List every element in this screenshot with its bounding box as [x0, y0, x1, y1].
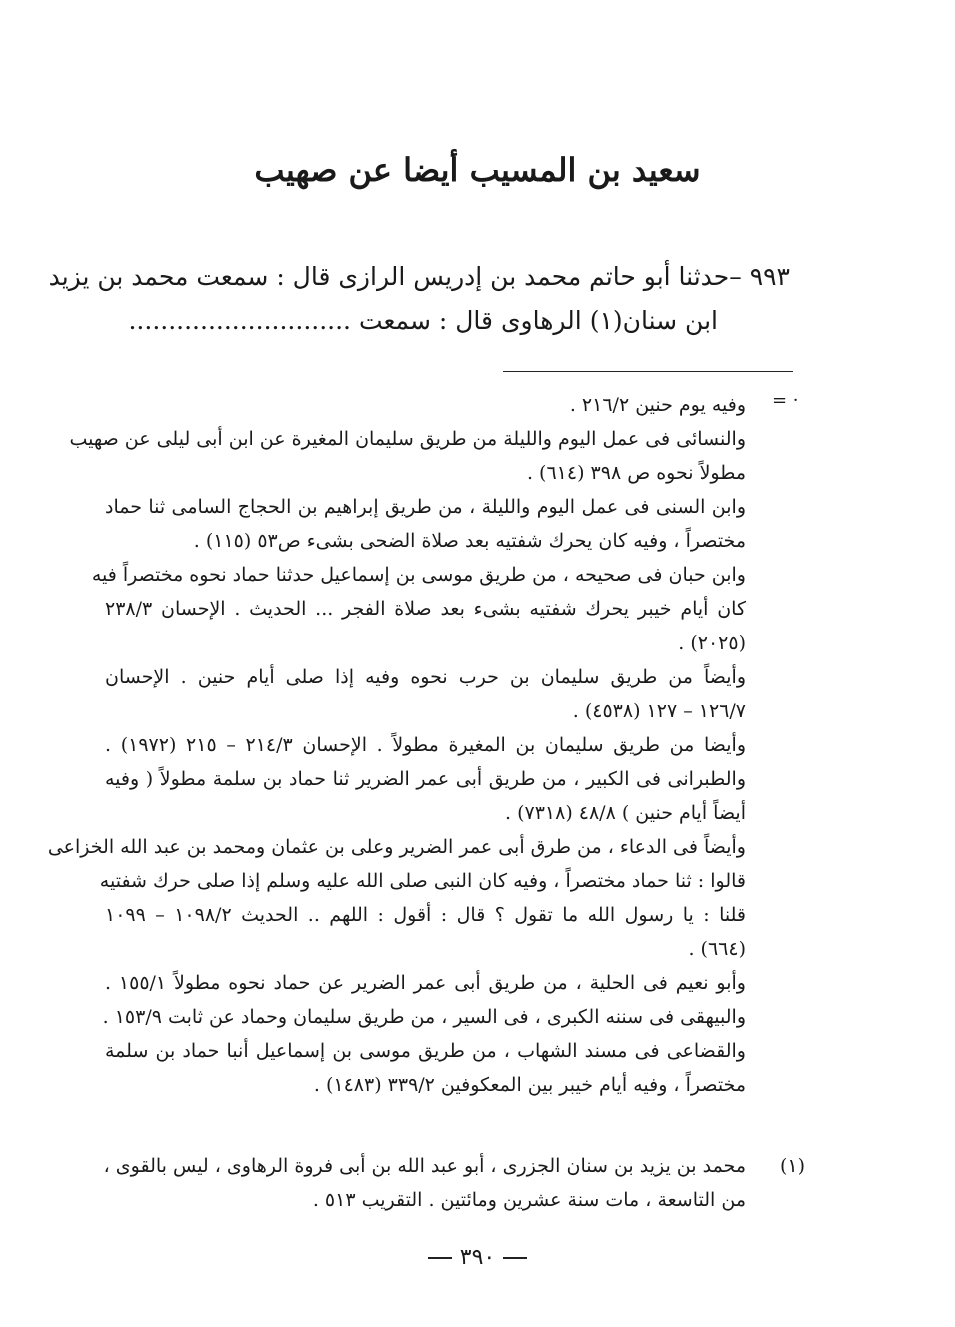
note-line: قالوا : ثنا حماد مختصراً ، وفيه كان النبى صلى الله عليه وسلم إذا صلى حرك شفتيه	[99, 870, 746, 892]
note-line: وأبو نعيم فى الحلية ، من طريق أبى عمر الضرير عن حماد نحوه مطولاً ١٥٥/١ .	[105, 972, 746, 994]
note-line: وأيضاً فى الدعاء ، من طرق أبى عمر الضرير وعلى بن عثمان ومحمد بن عبد الله الخزاعى	[47, 836, 746, 858]
footnote-line: محمد بن يزيد بن سنان الجزرى ، أبو عبد الله بن أبى فروة الرهاوى ، ليس بالقوى ،	[103, 1155, 746, 1177]
footnote-number: (١)	[779, 1155, 805, 1177]
page-number-dash	[503, 1257, 527, 1259]
note-line: مختصراً ، وفيه أيام خيبر بين المعكوفين ٣٣٩/٢ (١٤٨٣) .	[313, 1074, 746, 1096]
note-line: والبيهقى فى سننه الكبرى ، فى السير ، من طريق سليمان وحماد عن ثابت ١٥٣/٩ .	[102, 1006, 746, 1028]
hadith-line: ٩٩٣ –حدثنا أبو حاتم محمد بن إدريس الرازى قال : سمعت محمد بن يزيد	[48, 262, 790, 291]
footnote-separator	[503, 371, 793, 372]
continuation-marker: = ·	[772, 390, 799, 411]
footnote-1	[105, 1149, 805, 1217]
note-line: مطولاً نحوه ص ٣٩٨ (٦١٤) .	[526, 462, 746, 484]
note-line: وابن السنى فى عمل اليوم والليلة ، من طريق إبراهيم بن الحجاج السامى ثنا حماد	[105, 496, 746, 518]
note-line: وفيه يوم حنين ٢١٦/٢ .	[569, 394, 746, 416]
hadith-line: ابن سنان(١) الرهاوى قال : سمعت ............................	[128, 306, 718, 335]
page-number	[0, 1245, 955, 1270]
note-line: وأيضا من طريق سليمان بن المغيرة مطولاً . الإحسان ٢١٤/٣ – ٢١٥ (١٩٧٢) .	[105, 734, 746, 756]
footnote-continuation	[47, 388, 746, 1102]
note-line: وابن حبان فى صحيحه ، من طريق موسى بن إسماعيل حدثنا حماد نحوه مختصراً فيه	[91, 564, 746, 586]
footnote-line: من التاسعة ، مات سنة عشرين ومائتين . التقريب ٥١٣ .	[312, 1189, 746, 1211]
note-line: (٦٦٤) .	[688, 938, 746, 960]
page-title: سعيد بن المسيب أيضا عن صهيب	[254, 151, 701, 189]
note-line: كان أيام خيبر يحرك شفتيه بشىء بعد صلاة الفجر ... الحديث . الإحسان ٢٣٨/٣	[105, 598, 746, 620]
note-line: والنسائى فى عمل اليوم والليلة من طريق سليمان المغيرة عن ابن أبى ليلى عن صهيب	[69, 428, 746, 450]
page-number-dash	[428, 1257, 452, 1259]
page-number-text: ٣٩٠	[459, 1245, 496, 1270]
note-line: (٢٠٢٥) .	[678, 632, 746, 654]
note-line: أيضاً أيام حنين ) ٤٨/٨ (٧٣١٨) .	[504, 802, 746, 824]
footnote-body	[105, 1149, 746, 1217]
note-line: قلنا : يا رسول الله ما تقول ؟ قال : أقول : اللهم .. الحديث ١٠٩٨/٢ – ١٠٩٩	[105, 904, 746, 926]
note-line: وأيضاً من طريق سليمان بن حرب نحوه وفيه إذا صلى أيام حنين . الإحسان	[105, 666, 746, 688]
note-line: مختصراً ، وفيه كان يحرك شفتيه بعد صلاة الضحى بشىء ص٥٣ (١١٥) .	[193, 530, 746, 552]
note-line: ١٢٦/٧ – ١٢٧ (٤٥٣٨) .	[572, 700, 746, 722]
note-line: والقضاعى فى مسند الشهاب ، من طريق موسى بن إسماعيل أنبا حماد بن سلمة	[105, 1040, 746, 1062]
note-line: والطبرانى فى الكبير ، من طريق أبى عمر الضرير ثنا حماد بن سلمة مطولاً ( وفيه	[105, 768, 746, 790]
hadith-text	[48, 255, 790, 343]
